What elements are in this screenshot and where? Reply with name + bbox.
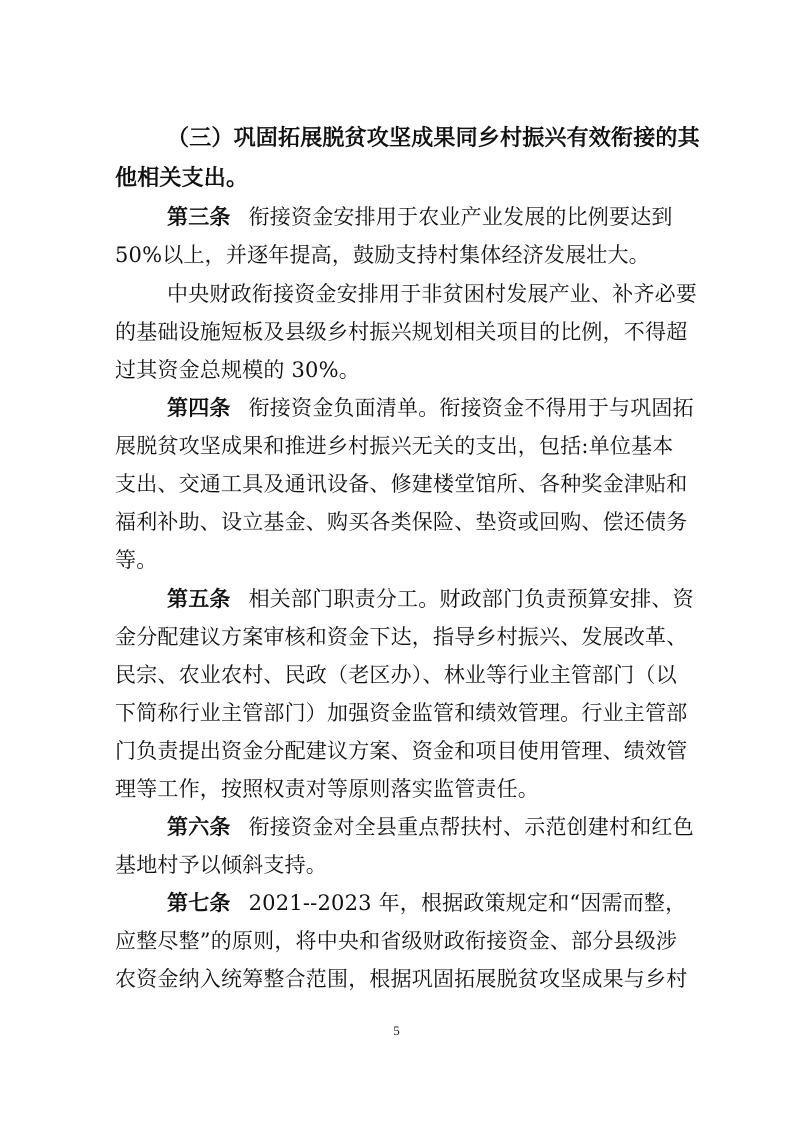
article-4-line-5: 等。 — [115, 548, 158, 572]
page-number: 5 — [393, 1023, 400, 1038]
article-7-text: 2021--2023 年，根据政策规定和“因需而整， — [248, 891, 687, 915]
article-5-line-3: 民宗、农业农村、民政（老区办）、林业等行业主管部门（以 — [115, 663, 677, 687]
article-5-line-4: 下简称行业主管部门）加强资金监管和绩效管理。行业主管部 — [115, 701, 688, 725]
article-4-line-1 — [167, 393, 695, 423]
section-heading-line-2: 他相关支出。 — [115, 165, 249, 191]
article-3-para-2-line-1: 中央财政衔接资金安排用于非贫困村发展产业、补齐必要 — [167, 282, 697, 306]
article-3-para-2-line-2: 的基础设施短板及县级乡村振兴规划相关项目的比例，不得超 — [115, 320, 688, 344]
article-5-line-2: 金分配建议方案审核和资金下达，指导乡村振兴、发展改革、 — [115, 625, 688, 649]
article-3-label: 第三条 — [167, 204, 231, 229]
article-4-line-3: 支出、交通工具及通讯设备、修建楼堂馆所、各种奖金津贴和 — [115, 472, 688, 496]
article-5-line-6: 理等工作，按照权责对等原则落实监管责任。 — [115, 777, 539, 801]
article-4-line-4: 福利补助、设立基金、购买各类保险、垫资或回购、偿还债务 — [115, 510, 688, 534]
article-6-text: 衔接资金对全县重点帮扶村、示范创建村和红色 — [248, 815, 694, 839]
article-6-label: 第六条 — [167, 814, 231, 839]
article-5-text: 相关部门职责分工。财政部门负责预算安排、资 — [248, 587, 694, 611]
article-5-line-1 — [167, 584, 695, 614]
article-5-label: 第五条 — [167, 586, 231, 611]
article-3-line-2: 50%以上，并逐年提高，鼓励支持村集体经济发展壮大。 — [115, 243, 650, 267]
article-7-line-3: 农资金纳入统筹整合范围，根据巩固拓展脱贫攻坚成果与乡村 — [115, 967, 688, 991]
article-6-line-2: 基地村予以倾斜支持。 — [115, 853, 327, 877]
article-3-para-2-line-3: 过其资金总规模的 30%。 — [115, 358, 360, 382]
article-4-line-2: 展脱贫攻坚成果和推进乡村振兴无关的支出，包括:单位基本 — [115, 434, 674, 458]
article-7-line-2: 应整尽整”的原则，将中央和省级财政衔接资金、部分县级涉 — [115, 929, 678, 953]
section-heading-line-1: （三）巩固拓展脱贫攻坚成果同乡村振兴有效衔接的其 — [167, 125, 700, 151]
article-4-label: 第四条 — [167, 395, 231, 420]
article-3-line-1 — [167, 202, 695, 232]
article-3-text: 衔接资金安排用于农业产业发展的比例要达到 — [248, 205, 673, 229]
article-5-line-5: 门负责提出资金分配建议方案、资金和项目使用管理、绩效管 — [115, 739, 688, 763]
article-7-label: 第七条 — [167, 890, 231, 915]
article-6-line-1 — [167, 812, 695, 842]
article-4-text: 衔接资金负面清单。衔接资金不得用于与巩固拓 — [248, 396, 694, 420]
article-7-line-1 — [167, 888, 695, 918]
